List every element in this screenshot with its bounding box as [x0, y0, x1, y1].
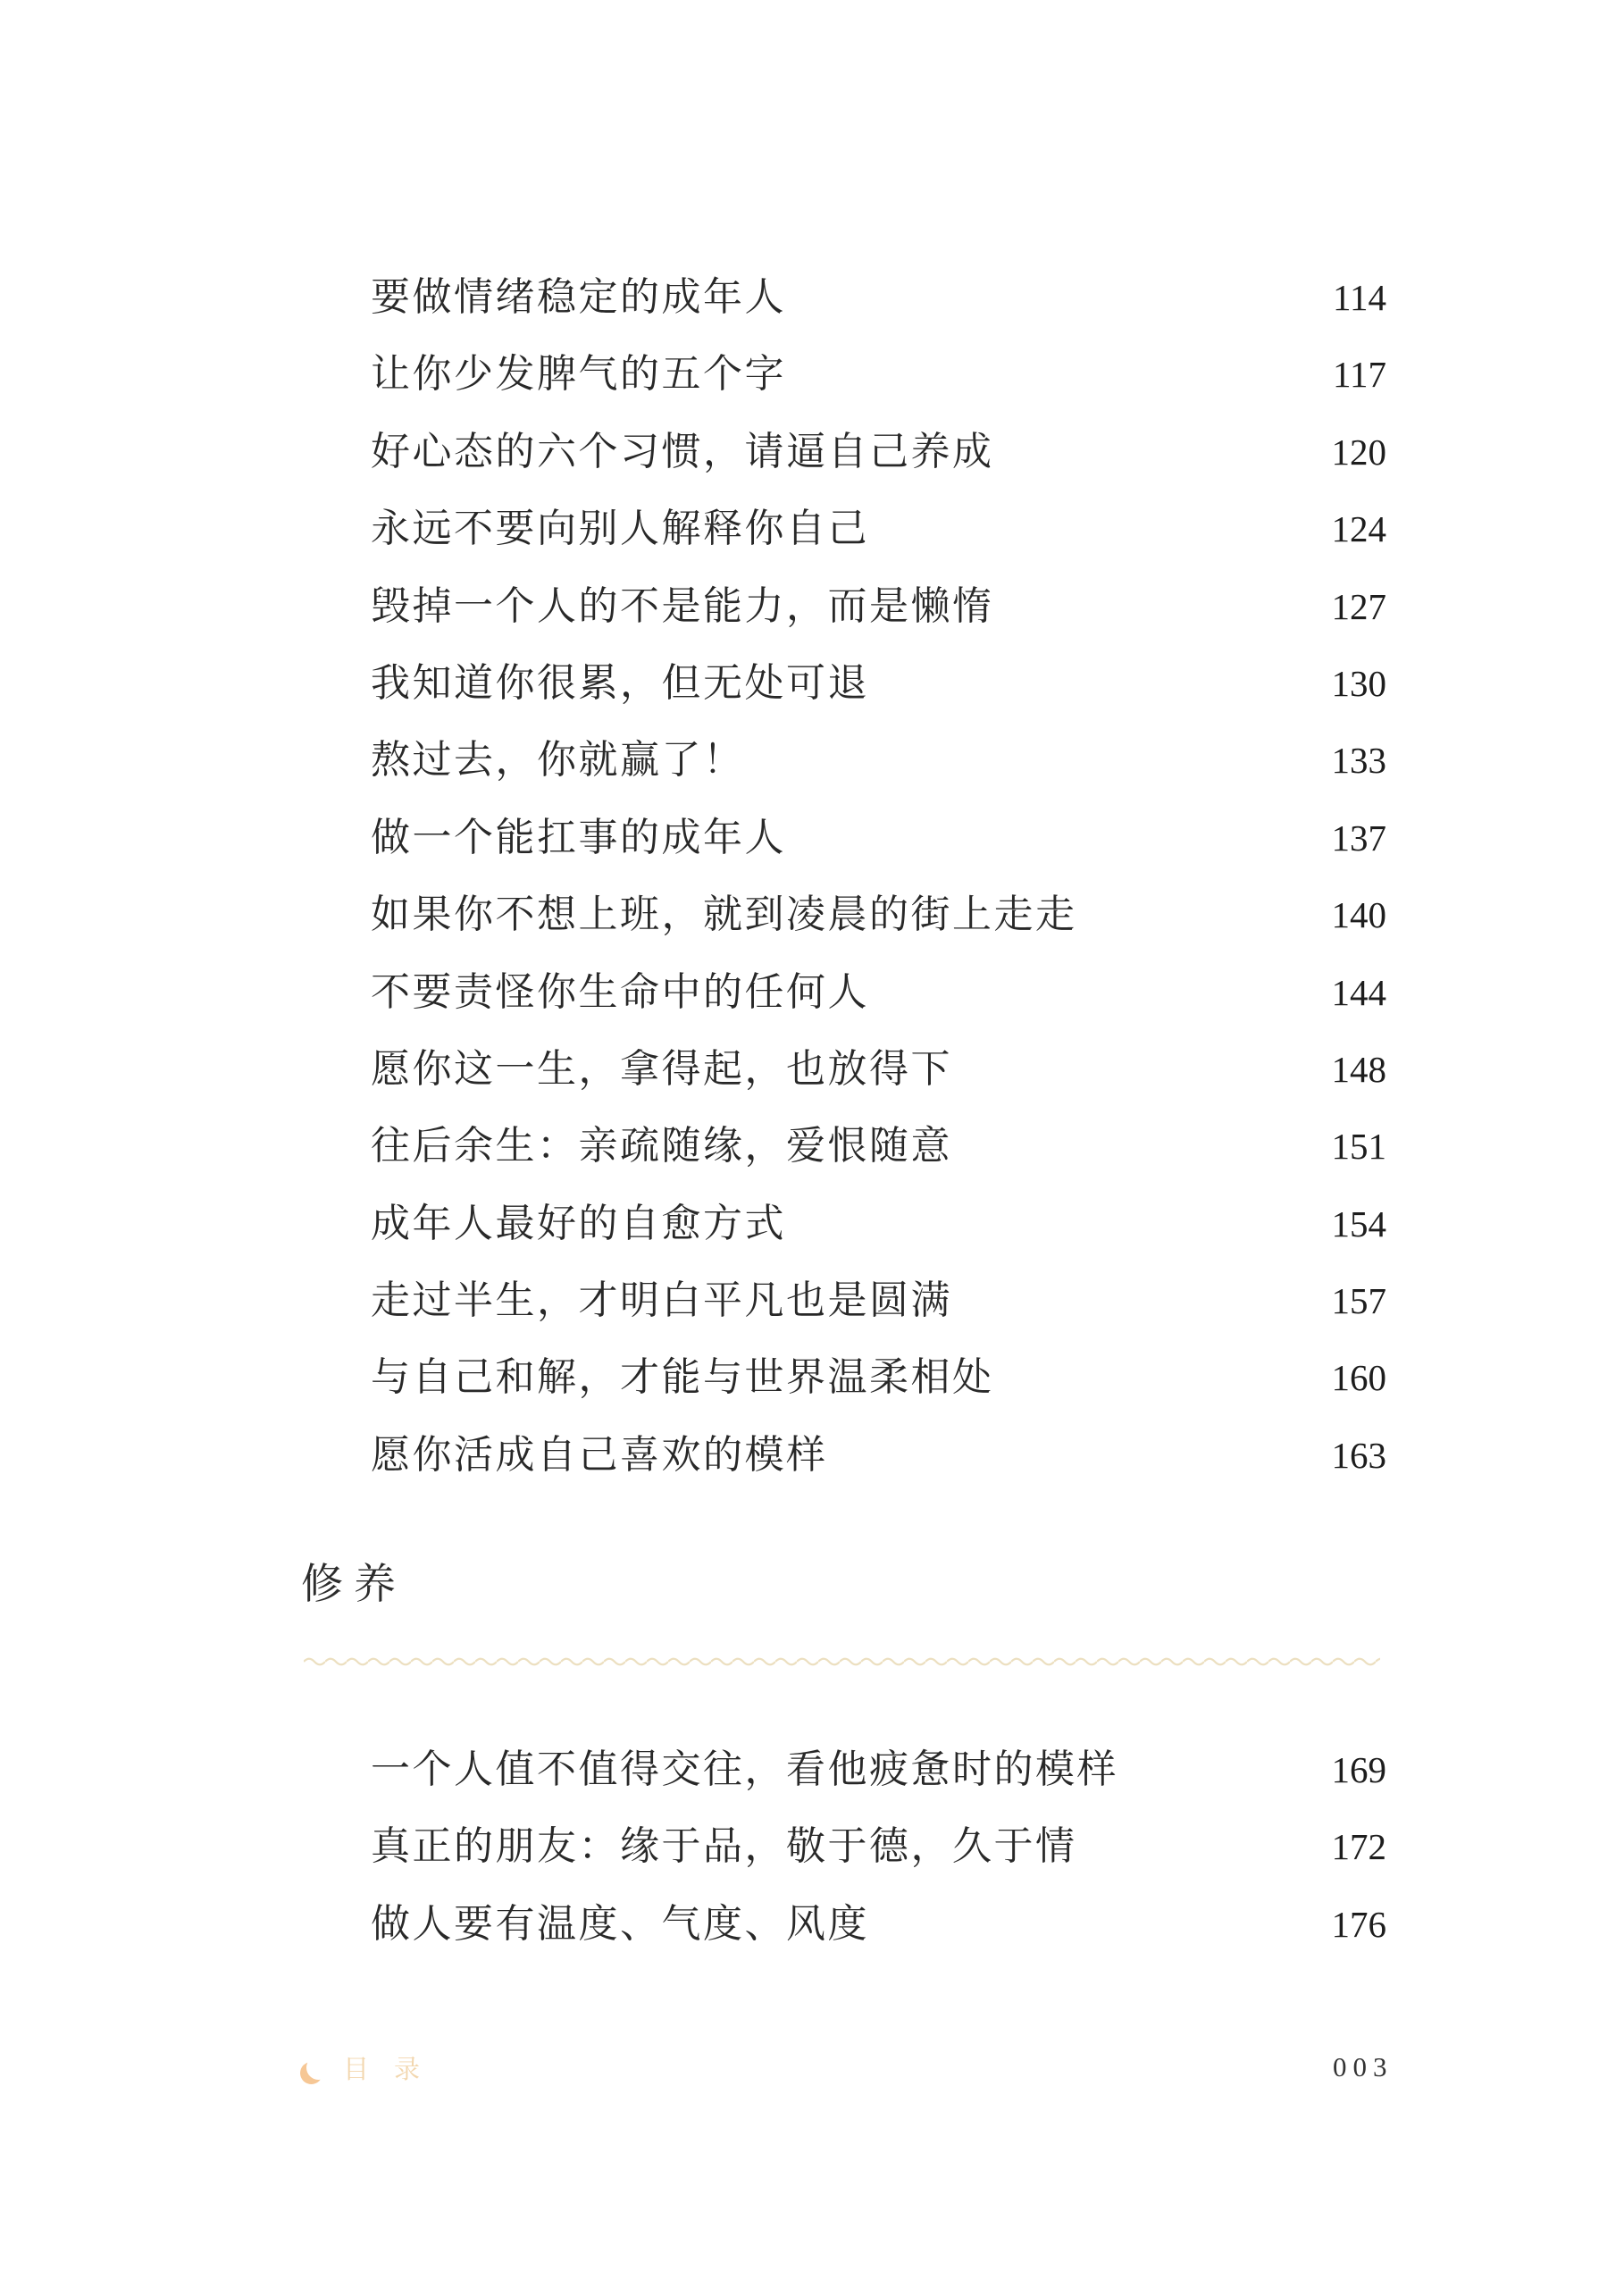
toc-entry-page: 133	[1331, 740, 1386, 782]
toc-entry	[371, 1191, 1386, 1268]
toc-entry-title: 与自己和解，才能与世界温柔相处	[371, 1355, 994, 1400]
toc-entry-page: 130	[1331, 662, 1386, 704]
toc-entry	[371, 882, 1386, 959]
toc-entry-page: 157	[1331, 1280, 1386, 1322]
footer-left	[306, 2049, 429, 2086]
toc-entry	[371, 959, 1386, 1036]
toc-entry-page: 137	[1331, 817, 1386, 859]
toc-entry-title: 我知道你很累，但无处可退	[371, 660, 869, 705]
toc-entry-page: 117	[1333, 354, 1386, 396]
toc-entry	[371, 1814, 1386, 1890]
toc-entry	[371, 264, 1386, 341]
toc-entry	[371, 419, 1386, 496]
toc-list-part2	[371, 1737, 1386, 1968]
toc-entry-title: 如果你不想上班，就到凌晨的街上走走	[371, 892, 1077, 937]
toc-entry	[371, 805, 1386, 882]
toc-entry	[371, 1891, 1386, 1968]
toc-entry-page: 151	[1331, 1126, 1386, 1168]
toc-entry-title: 走过半生，才明白平凡也是圆满	[371, 1278, 952, 1323]
toc-entry-page: 154	[1331, 1202, 1386, 1244]
toc-entry-page: 144	[1331, 971, 1386, 1013]
toc-entry-page: 160	[1331, 1357, 1386, 1399]
toc-entry-page: 148	[1331, 1048, 1386, 1090]
toc-entry-page: 124	[1331, 508, 1386, 550]
toc-entry	[371, 1036, 1386, 1113]
toc-entry-title: 熬过去，你就赢了！	[371, 738, 745, 783]
toc-entry	[371, 574, 1386, 650]
toc-entry	[371, 496, 1386, 573]
toc-entry-page: 172	[1331, 1826, 1386, 1868]
toc-entry-title: 成年人最好的自愈方式	[371, 1201, 786, 1245]
footer-chapter-label: 目 录	[343, 2056, 430, 2084]
toc-entry-title: 往后余生：亲疏随缘，爱恨随意	[371, 1124, 952, 1169]
toc-entry-title: 真正的朋友：缘于品，敬于德，久于情	[371, 1824, 1077, 1869]
toc-entry	[371, 1113, 1386, 1190]
toc-entry-title: 一个人值不值得交往，看他疲惫时的模样	[371, 1747, 1118, 1791]
toc-entry	[371, 341, 1386, 418]
toc-entry-title: 好心态的六个习惯，请逼自己养成	[371, 429, 994, 473]
toc-entry-page: 140	[1331, 894, 1386, 936]
toc-entry-page: 120	[1331, 431, 1386, 473]
section-title: 修养	[301, 1560, 406, 1607]
toc-entry	[371, 1268, 1386, 1345]
toc-entry-title: 让你少发脾气的五个字	[371, 352, 786, 397]
toc-entry-title: 做人要有温度、气度、风度	[371, 1901, 869, 1946]
wavy-divider	[304, 1652, 1380, 1666]
toc-entry	[371, 1345, 1386, 1421]
toc-entry-page: 114	[1333, 277, 1386, 318]
toc-entry-page: 169	[1331, 1749, 1386, 1790]
crescent-moon-icon	[306, 2056, 331, 2080]
toc-entry-title: 愿你这一生，拿得起，也放得下	[371, 1046, 952, 1091]
toc-entry	[371, 1422, 1386, 1499]
toc-entry-title: 要做情绪稳定的成年人	[371, 275, 786, 319]
toc-entry-title: 毁掉一个人的不是能力，而是懒惰	[371, 583, 994, 628]
toc-entry-page: 176	[1331, 1903, 1386, 1945]
toc-entry-title: 永远不要向别人解释你自己	[371, 507, 869, 551]
toc-list-part1	[371, 264, 1386, 1499]
toc-entry-title: 不要责怪你生命中的任何人	[371, 969, 869, 1014]
footer-page-number: 003	[1333, 2051, 1394, 2082]
toc-entry	[371, 650, 1386, 727]
toc-entry	[371, 727, 1386, 804]
toc-entry-page: 127	[1331, 585, 1386, 627]
toc-entry	[371, 1737, 1386, 1814]
toc-entry-title: 愿你活成自己喜欢的模样	[371, 1432, 828, 1477]
toc-entry-page: 163	[1331, 1434, 1386, 1476]
toc-entry-title: 做一个能扛事的成年人	[371, 815, 786, 859]
